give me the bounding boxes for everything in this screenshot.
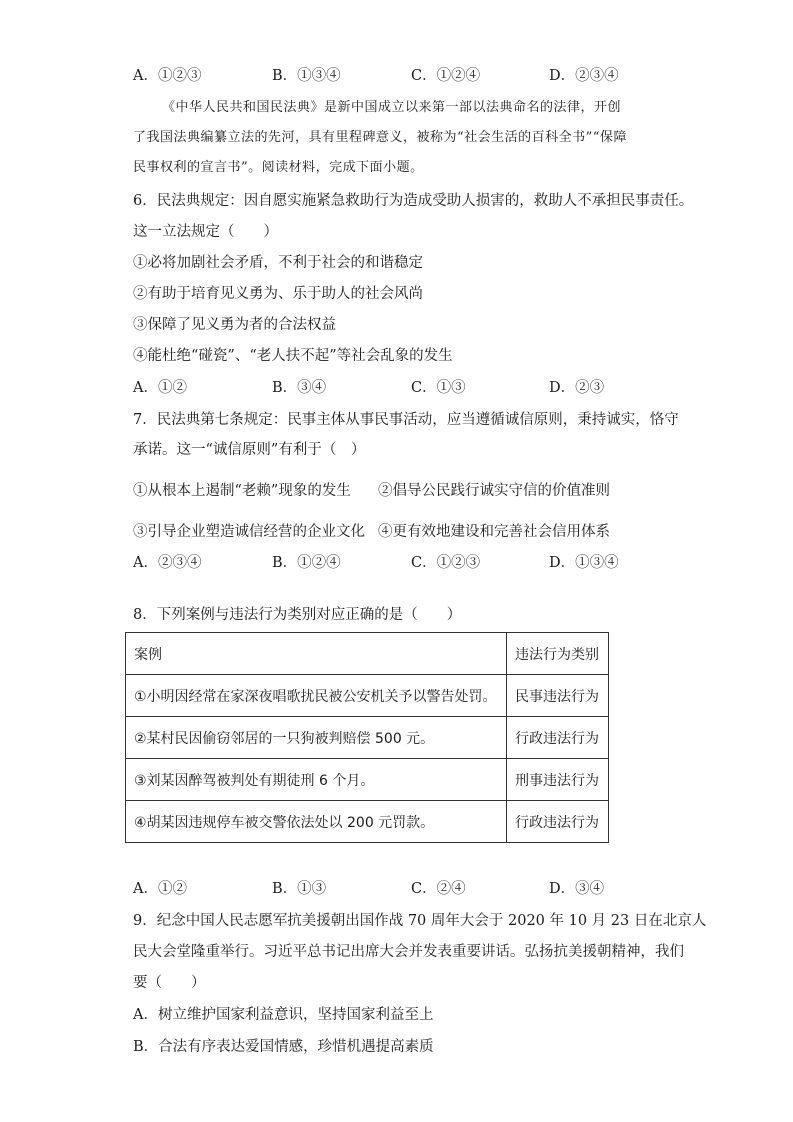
q6-option-b: B．③④ [272,380,327,396]
q6-item-4: ④能杜绝“碰瓷”、“老人扶不起”等社会乱象的发生 [133,348,453,364]
table-cell-category: 刑事违法行为 [506,759,608,801]
q8-option-b: B．①③ [272,881,327,897]
table-cell-category: 民事违法行为 [506,675,608,717]
q7-option-b: B．①②④ [272,555,341,571]
q5-option-d: D．②③④ [549,68,619,84]
table-row [126,675,609,717]
q7-option-c: C．①②③ [411,555,481,571]
table-cell-category: 行政违法行为 [506,717,608,759]
q7-item-4: ④更有效地建设和完善社会信用体系 [378,524,610,540]
q9-stem-line-1: 9．纪念中国人民志愿军抗美援朝出国作战 70 周年大会于 2020 年 10 月 23 日在北京人 [133,913,707,929]
q8-option-a: A．①② [133,881,187,897]
table-header-row [126,633,609,675]
table-cell-case: ①小明因经常在家深夜唱歌扰民被公安机关予以警告处罚。 [126,675,507,717]
table-cell-category: 行政违法行为 [506,801,608,843]
q8-option-d: D．③④ [549,881,605,897]
q6-item-1: ①必将加剧社会矛盾，不利于社会的和谐稳定 [133,255,423,271]
table-row [126,717,609,759]
q5-option-c: C．①②④ [411,68,481,84]
q9-stem-line-2: 民大会堂隆重举行。习近平总书记出席大会并发表重要讲话。弘扬抗美援朝精神，我们 [133,944,684,960]
q8-option-c: C．②④ [411,881,466,897]
passage-line-1: 《中华人民共和国民法典》是新中国成立以来第一部以法典命名的法律，开创 [162,100,622,115]
q7-item-3: ③引导企业塑造诚信经营的企业文化 [133,524,365,540]
table-row [126,759,609,801]
q5-option-a: A．①②③ [133,68,202,84]
q6-option-d: D．②③ [549,380,605,396]
q7-stem-line-1: 7．民法典第七条规定：民事主体从事民事活动，应当遵循诚信原则，秉持诚实，恪守 [133,412,679,428]
passage-line-3: 民事权利的宣言书”。阅读材料，完成下面小题。 [133,160,424,175]
q7-item-2: ②倡导公民践行诚实守信的价值准则 [378,483,610,499]
table-header-category: 违法行为类别 [506,633,608,675]
table-row [126,801,609,843]
table-header-case: 案例 [126,633,507,675]
q9-stem-line-3: 要（ ） [133,975,206,991]
passage-line-2: 了我国法典编纂立法的先河，具有里程碑意义，被称为“社会生活的百科全书”“保障 [133,130,627,145]
q8-case-table [125,632,609,843]
q9-option-a: A．树立维护国家利益意识，坚持国家利益至上 [133,1007,434,1023]
q6-stem-line-1: 6．民法典规定：因自愿实施紧急救助行为造成受助人损害的，救助人不承担民事责任。 [133,193,694,209]
q6-option-a: A．①② [133,380,187,396]
table-cell-case: ④胡某因违规停车被交警依法处以 200 元罚款。 [126,801,507,843]
q8-stem: 8．下列案例与违法行为类别对应正确的是（ ） [133,607,462,623]
q6-option-c: C．①③ [411,380,466,396]
q6-item-3: ③保障了见义勇为者的合法权益 [133,317,336,333]
table-cell-case: ③刘某因醉驾被判处有期徒刑 6 个月。 [126,759,507,801]
q7-option-d: D．①③④ [549,555,619,571]
q7-stem-line-2: 承诺。这一“诚信原则”有利于（ ） [133,442,366,458]
q9-option-b: B．合法有序表达爱国情感，珍惜机遇提高素质 [133,1039,434,1055]
table-cell-case: ②某村民因偷窃邻居的一只狗被判赔偿 500 元。 [126,717,507,759]
q7-item-1: ①从根本上遏制“老赖”现象的发生 [133,483,351,499]
q5-option-b: B．①③④ [272,68,341,84]
q7-option-a: A．②③④ [133,555,202,571]
q6-item-2: ②有助于培育见义勇为、乐于助人的社会风尚 [133,286,423,302]
q6-stem-line-2: 这一立法规定（ ） [133,224,278,240]
